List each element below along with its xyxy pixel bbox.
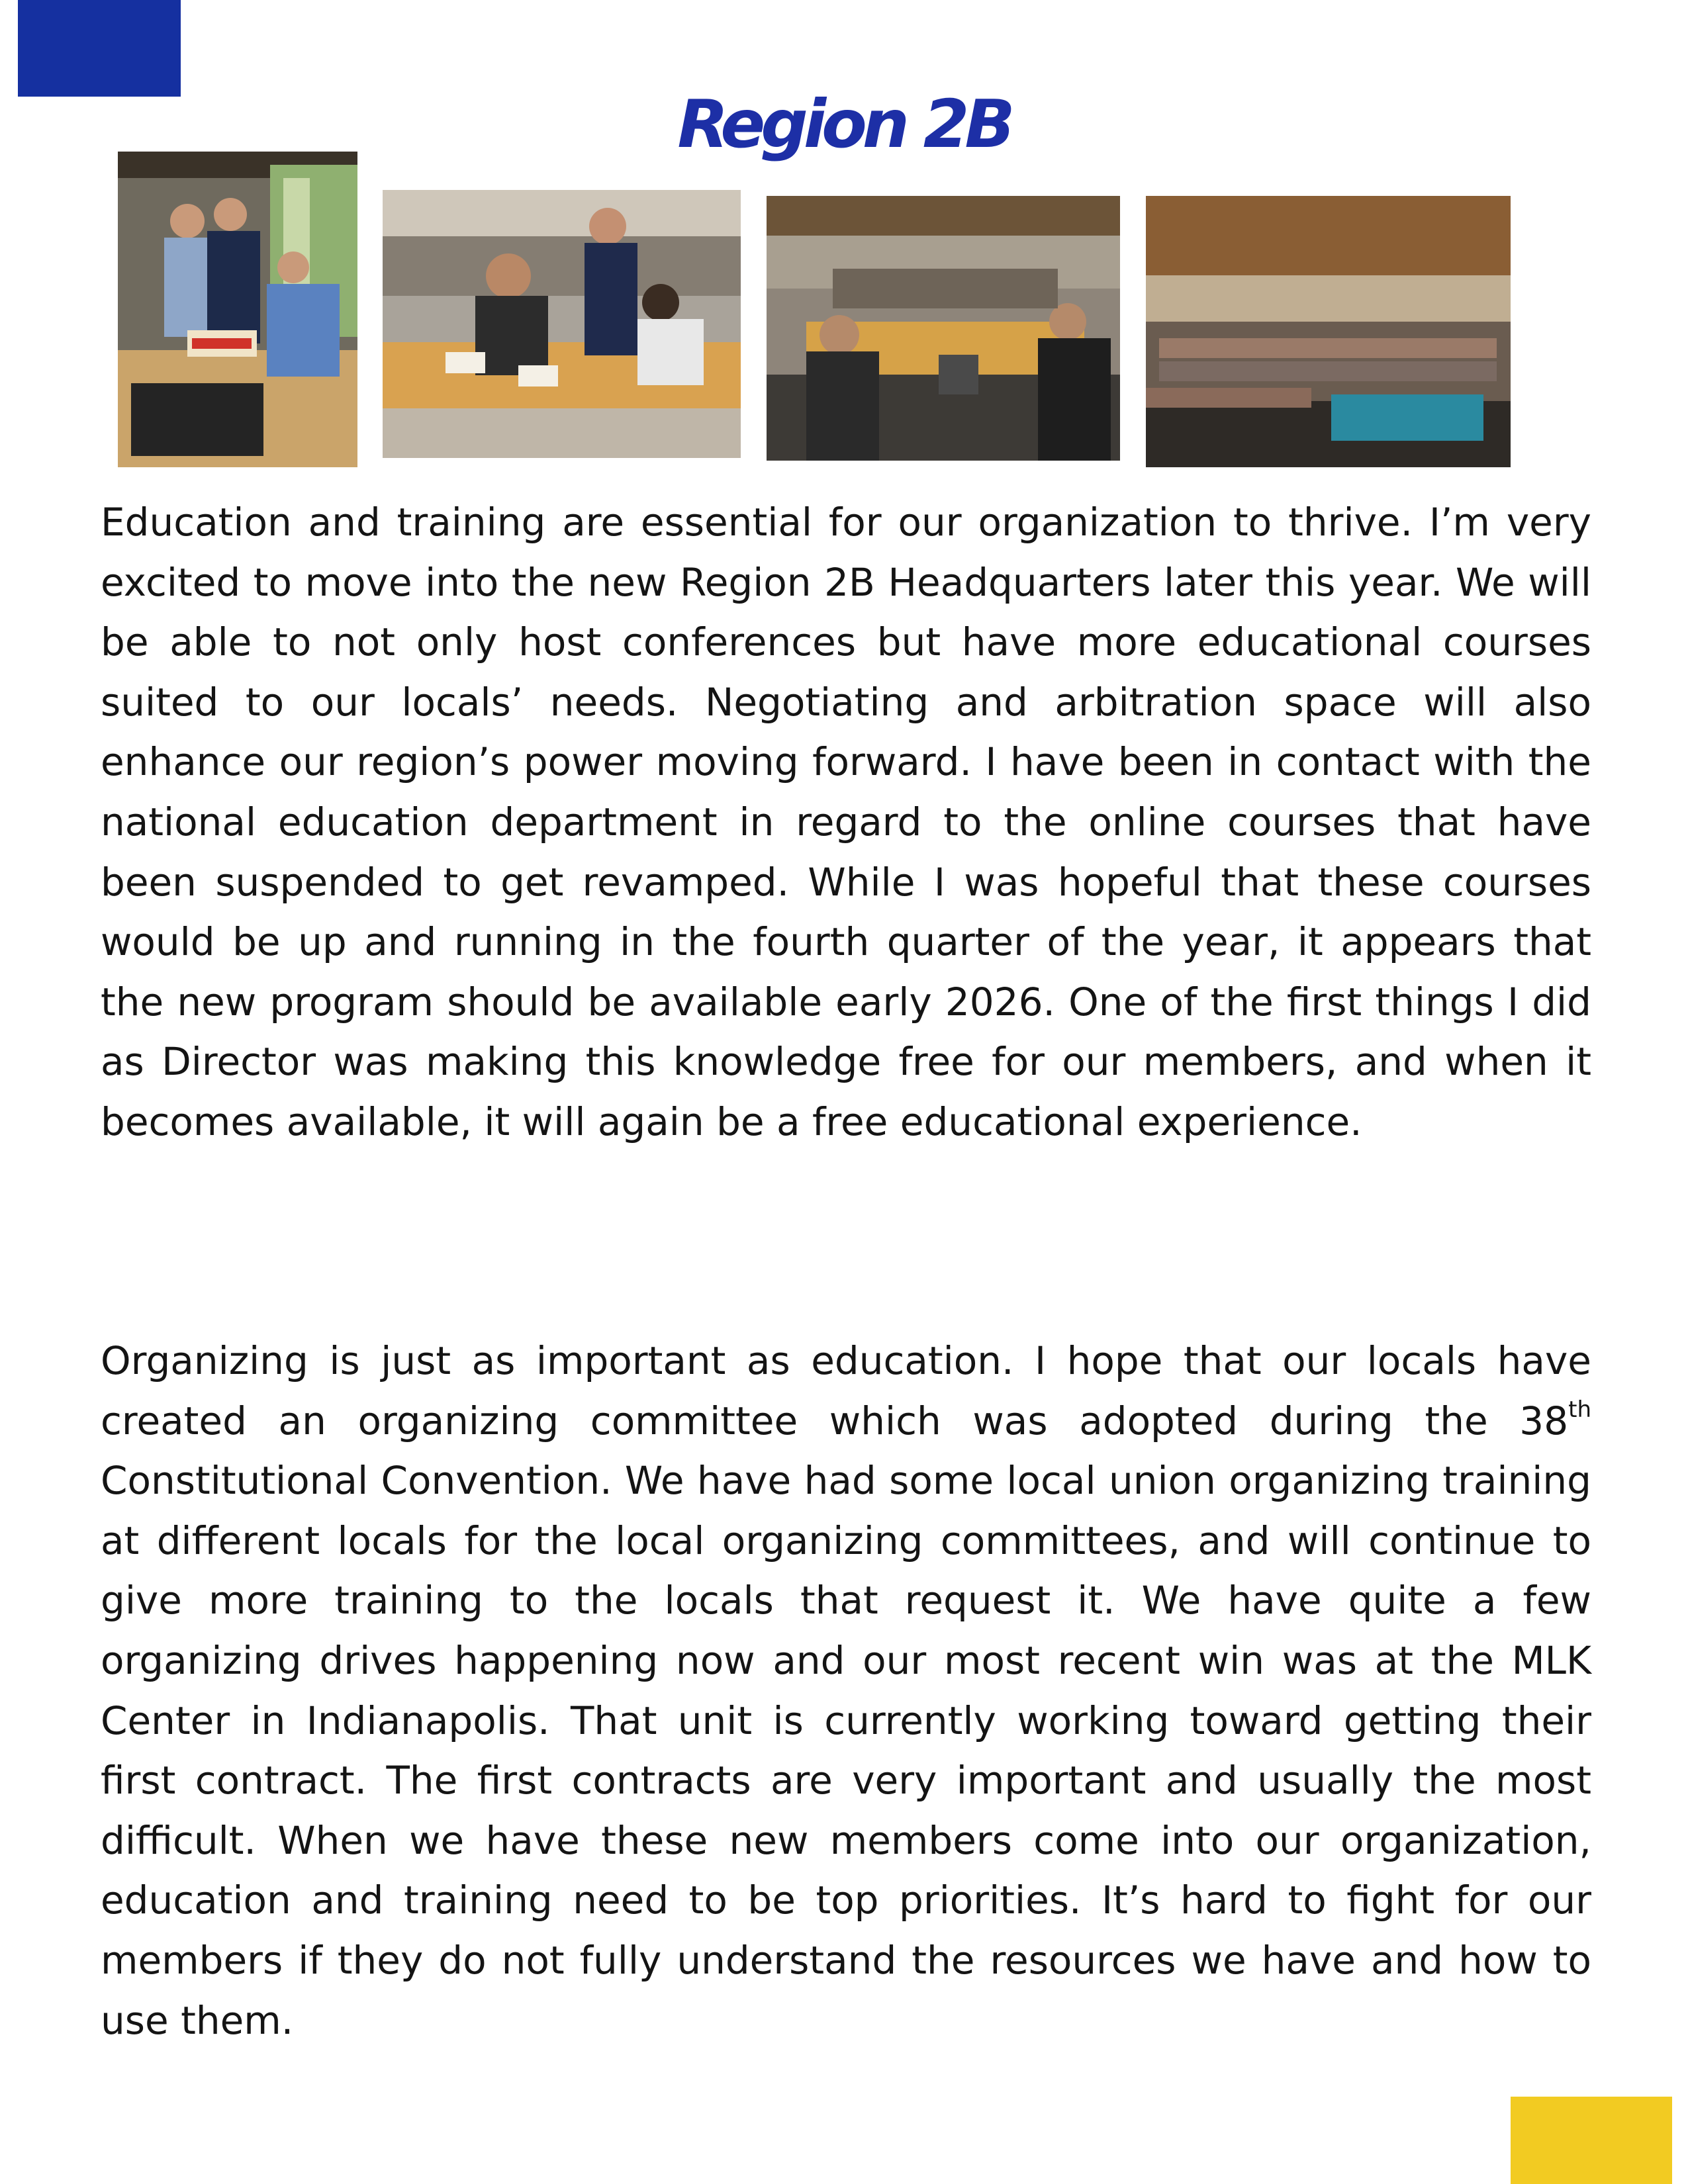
- photo-members-at-round-tables: [767, 196, 1120, 461]
- page-title: Region 2B: [677, 85, 1011, 163]
- yellow-corner-accent: [1511, 2097, 1672, 2184]
- paragraph-text-part: Organizing is just as important as education. I hope that our locals have created an organizing committee which was adopted during the 38: [101, 1338, 1591, 1443]
- paragraph-text-part: Constitutional Convention. We have had some local union organizing training at different locals for the local organizing committees, and will continue to give more training to the locals that request it. We have quite a few organizing drives happening now and our most recent win was at the MLK Center in Indianapolis. That unit is currently working toward getting their first contract. The first contracts are very important and usually the most difficult. When we have these new members come into our organization, education and training need to be top priorities. It’s hard to fight for our members if they do not fully understand the resources we have and how to use them.: [101, 1458, 1591, 2043]
- ordinal-superscript: th: [1568, 1396, 1591, 1423]
- photo-speaker-at-training-table: [383, 190, 741, 458]
- body-paragraph-education: Education and training are essential for our organization to thrive. I’m very excited to move into the new Region 2B Headquarters later this year. We will be able to not only host conferences but have more educational courses suited to our locals’ needs. Negotiating and arbitration space will also enhance our region’s power moving forward. I have been in contact with the national education department in regard to the online courses that have been suspended to get revamped. While I was hopeful that these courses would be up and running in the fourth quarter of the year, it appears that the new program should be available early 2026. One of the first things I did as Director was making this knowledge free for our members, and when it becomes available, it will again be a free educational experience.: [101, 500, 1591, 1144]
- photo-large-conference-hall: [1146, 196, 1511, 467]
- body-paragraph-organizing: [101, 1331, 1591, 2050]
- photo-members-with-local-104-sign: [118, 152, 357, 467]
